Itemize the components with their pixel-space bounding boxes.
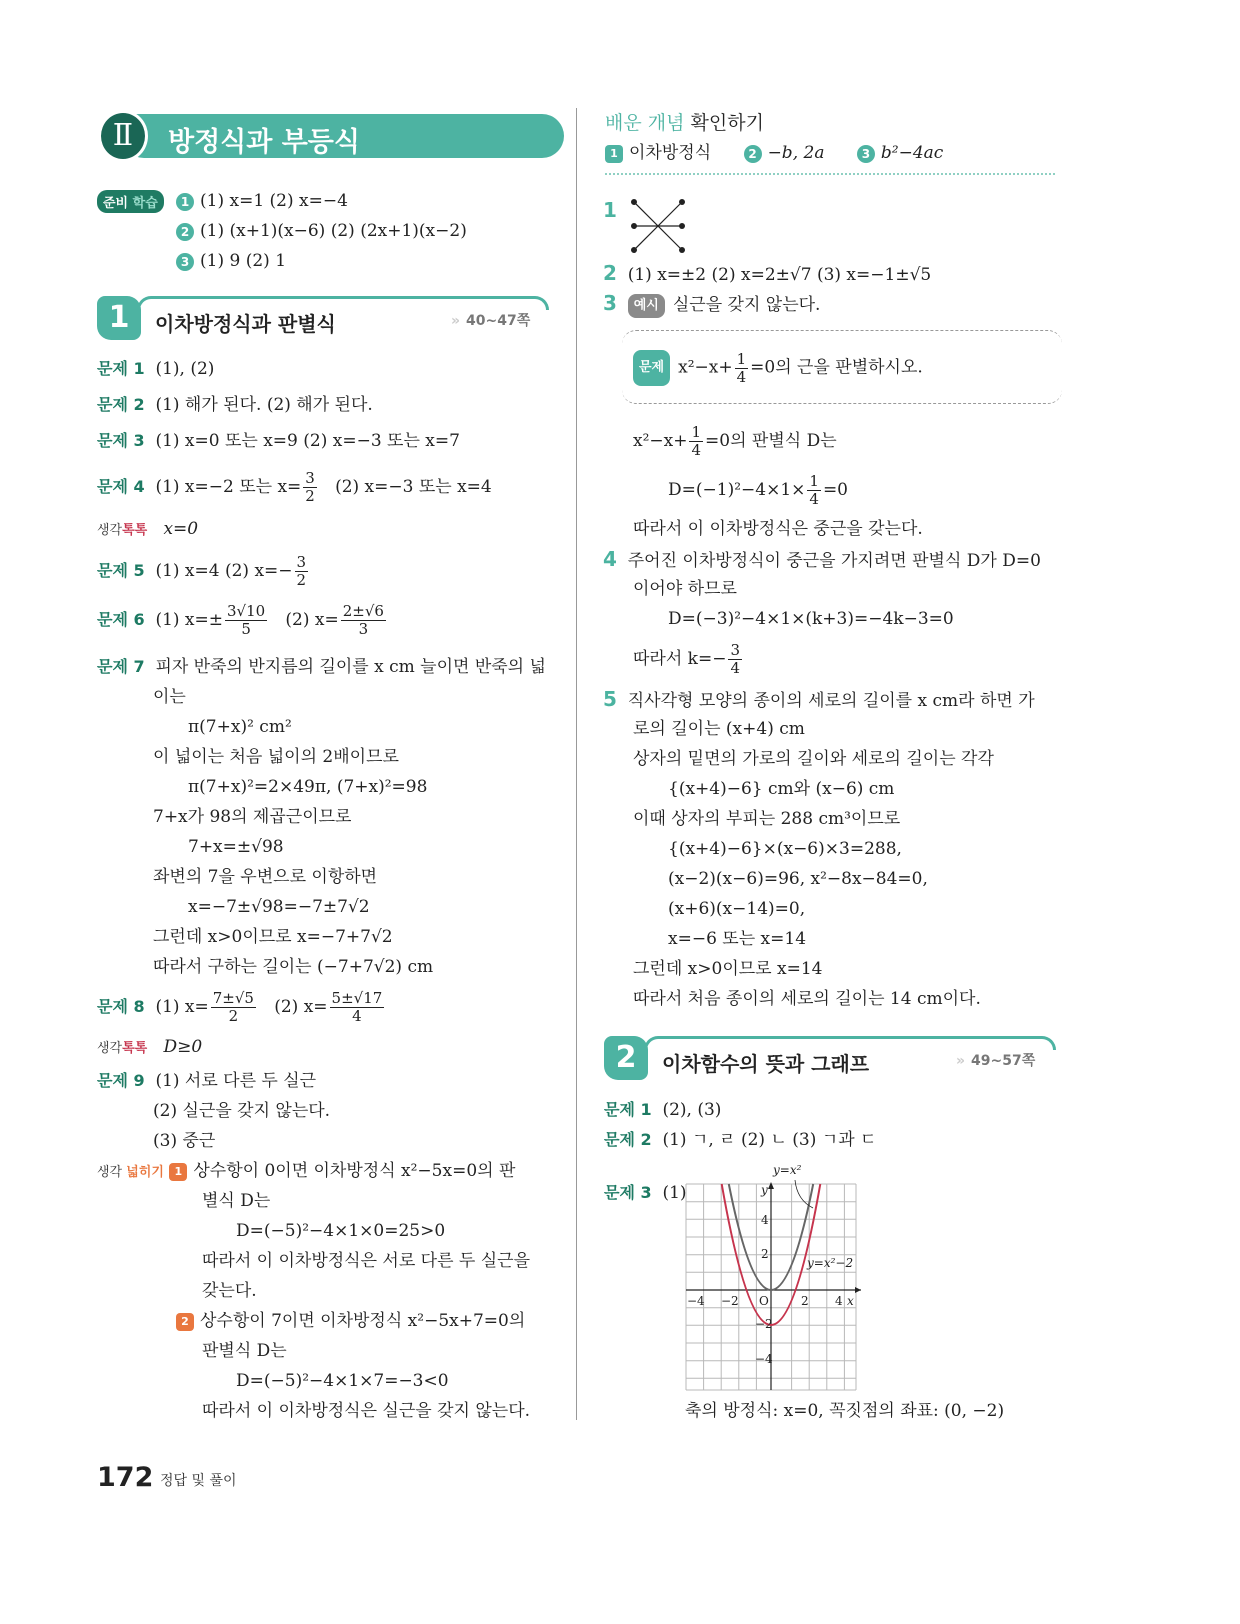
section-pages: » 40~47쪽	[451, 313, 531, 329]
problem-7-line: π(7+x)² cm²	[188, 717, 292, 737]
section-number: 2	[604, 1036, 648, 1080]
question-5-line: (x+6)(x−14)=0,	[668, 899, 806, 919]
s2-problem-3: 문제 3 (1)	[604, 1183, 687, 1203]
svg-text:y: y	[761, 1183, 768, 1197]
page-number: 172	[97, 1462, 154, 1493]
fraction: $\frac{7\pm√5}{2}$	[212, 989, 254, 1025]
think-tip-1: 생각톡톡 x=0	[97, 519, 199, 539]
prep-item-1: 1 (1) x=1 (2) x=−4	[176, 190, 348, 212]
problem-7-line: π(7+x)²=2×49π, (7+x)²=98	[188, 777, 428, 797]
question-5-line: 이때 상자의 부피는 288 cm³이므로	[633, 809, 901, 829]
page-label: 정답 및 풀이	[160, 1473, 237, 1489]
svg-text:−4: −4	[687, 1294, 705, 1308]
expand-line: 따라서 이 이차방정식은 서로 다른 두 실근을	[202, 1251, 531, 1271]
question-5-line: {(x+4)−6} cm와 (x−6) cm	[668, 779, 895, 799]
fraction: $\frac{3}{2}$	[296, 553, 307, 589]
chapter-title: 방정식과 부등식	[168, 127, 360, 158]
fraction: $\frac{3√10}{5}$	[227, 602, 266, 638]
problem-7-line: 7+x가 98의 제곱근이므로	[153, 807, 352, 827]
svg-text:−2: −2	[755, 1317, 773, 1331]
s2-problem-2: 문제 2 (1) ㄱ, ㄹ (2) ㄴ (3) ㄱ과 ㄷ	[604, 1130, 877, 1150]
problem-7-line: x=−7±√98=−7±7√2	[188, 897, 370, 917]
solution-line: 따라서 이 이차방정식은 중근을 갖는다.	[633, 519, 923, 539]
question-number: 1	[603, 198, 617, 222]
svg-text:4: 4	[835, 1294, 843, 1308]
problem-4: 문제 4 (1) x=−2 또는 x= $\frac{3}{2}$ (2) x=−3 또는 x=4	[97, 469, 492, 505]
svg-text:y=x²: y=x²	[773, 1163, 802, 1177]
problem-7-line: 이는	[153, 687, 186, 707]
expand-line: D=(−5)²−4×1×7=−3<0	[236, 1371, 449, 1391]
section-title: 이차방정식과 판별식	[155, 312, 336, 336]
expand-item-2: 2 상수항이 7이면 이차방정식 x²−5x+7=0의	[176, 1310, 525, 1332]
svg-text:4: 4	[761, 1213, 769, 1227]
question-5-line: x=−6 또는 x=14	[668, 929, 807, 949]
question-5-line: (x−2)(x−6)=96, x²−8x−84=0,	[668, 869, 928, 889]
fraction: $\frac{5\pm√17}{4}$	[331, 989, 383, 1025]
expand-line: D=(−5)²−4×1×0=25>0	[236, 1221, 446, 1241]
question-4-line: D=(−3)²−4×1×(k+3)=−4k−3=0	[668, 609, 954, 629]
svg-text:−4: −4	[755, 1352, 773, 1366]
section-title: 이차함수의 뜻과 그래프	[662, 1052, 870, 1076]
prep-item-3: 3 (1) 9 (2) 1	[176, 250, 286, 272]
fraction: $\frac{2\pm√6}{3}$	[342, 602, 384, 638]
problem-tag: 문제	[633, 350, 670, 386]
diamond-number-icon: 1	[169, 1163, 187, 1181]
question-5-line: 따라서 처음 종이의 세로의 길이는 14 cm이다.	[633, 989, 981, 1009]
svg-text:2: 2	[801, 1294, 809, 1308]
question-5-line: {(x+4)−6}×(x−6)×3=288,	[668, 839, 902, 859]
chapter-numeral: Ⅱ	[98, 110, 148, 162]
expand-line: 판별식 D는	[202, 1341, 287, 1361]
question-2: 2 (1) x=±2 (2) x=2±√7 (3) x=−1±√5	[603, 261, 932, 285]
section-number: 1	[97, 296, 141, 340]
expand-line: 갖는다.	[202, 1281, 257, 1301]
question-4: 4 주어진 이차방정식이 중근을 가지려면 판별식 D가 D=0	[603, 547, 1041, 571]
question-3: 3 예시 실근을 갖지 않는다.	[603, 292, 820, 318]
circle-number-icon: 2	[176, 223, 194, 241]
think-tip-2: 생각톡톡 D≥0	[97, 1037, 203, 1057]
section-header-1	[97, 296, 549, 344]
circle-number-icon: 2	[744, 145, 762, 163]
problem-7-line: 그런데 x>0이므로 x=−7+7√2	[153, 927, 393, 947]
problem-8: 문제 8 (1) x= $\frac{7\pm√5}{2}$ (2) x= $\frac{5\pm√17}{4}$	[97, 989, 383, 1025]
section-pages: » 49~57쪽	[956, 1053, 1036, 1069]
diamond-number-icon: 1	[605, 145, 623, 163]
problem-1: 문제 1 (1), (2)	[97, 359, 215, 379]
svg-text:−2: −2	[721, 1294, 739, 1308]
diamond-number-icon: 2	[176, 1313, 194, 1331]
review-items: 1 이차방정식 2 −b, 2a 3 b²−4ac	[605, 142, 943, 164]
column-divider	[576, 108, 577, 1420]
svg-text:x: x	[847, 1294, 854, 1308]
expand-thinking: 생각 넓히기 1 상수항이 0이면 이차방정식 x²−5x=0의 판	[97, 1161, 516, 1181]
question-5-line: 로의 길이는 (x+4) cm	[633, 719, 805, 739]
chapter-header	[98, 110, 564, 162]
problem-7: 문제 7 피자 반죽의 반지름의 길이를 x cm 늘이면 반죽의 넓	[97, 657, 546, 677]
prep-item-2: 2 (1) (x+1)(x−6) (2) (2x+1)(x−2)	[176, 220, 467, 242]
svg-text:O: O	[759, 1294, 769, 1308]
question-5-line: 그런데 x>0이므로 x=14	[633, 959, 823, 979]
question-4-line: 따라서 k=− $\frac{3}{4}$	[633, 641, 741, 677]
solution-line: x²−x+ $\frac{1}{4}$ =0의 판별식 D는	[633, 423, 837, 459]
review-title: 배운 개념 확인하기	[605, 112, 764, 134]
section-header-2	[604, 1036, 1056, 1084]
expand-line: 별식 D는	[202, 1191, 271, 1211]
problem-7-line: 좌변의 7을 우변으로 이항하면	[153, 867, 378, 887]
s2-problem-1: 문제 1 (2), (3)	[604, 1100, 722, 1120]
parabola-graph	[685, 1160, 885, 1392]
prep-label-hl: 학습	[132, 196, 158, 211]
prep-badge	[97, 190, 164, 213]
problem-6: 문제 6 (1) x=± $\frac{3√10}{5}$ (2) x= $\frac{2\pm√6}{3}$	[97, 602, 384, 638]
problem-9-line: (2) 실근을 갖지 않는다.	[153, 1101, 331, 1121]
problem-5: 문제 5 (1) x=4 (2) x=− $\frac{3}{2}$	[97, 553, 307, 589]
problem-7-line: 이 넓이는 처음 넓이의 2배이므로	[153, 747, 399, 767]
svg-text:2: 2	[761, 1247, 769, 1261]
svg-text:y=x²−2: y=x²−2	[807, 1256, 854, 1270]
question-5: 5 직사각형 모양의 종이의 세로의 길이를 x cm라 하면 가	[603, 687, 1035, 711]
question-5-line: 상자의 밑면의 가로의 길이와 세로의 길이는 각각	[633, 749, 994, 769]
problem-3: 문제 3 (1) x=0 또는 x=9 (2) x=−3 또는 x=7	[97, 431, 460, 451]
prep-label: 준비	[103, 196, 129, 211]
dotted-divider	[605, 173, 1055, 175]
circle-number-icon: 1	[176, 193, 194, 211]
question-4-line: 이어야 하므로	[633, 579, 737, 599]
problem-2: 문제 2 (1) 해가 된다. (2) 해가 된다.	[97, 395, 373, 415]
expand-line: 따라서 이 이차방정식은 실근을 갖지 않는다.	[202, 1401, 531, 1421]
matching-diagram	[628, 196, 688, 256]
fraction: $\frac{3}{2}$	[305, 469, 315, 505]
example-tag: 예시	[628, 294, 665, 318]
chevron-right-icon: »	[451, 313, 461, 329]
problem-box-text: 문제 x²−x+ $\frac{1}{4}$ =0의 근을 판별하시오.	[633, 350, 923, 386]
solution-line: D=(−1)²−4×1× $\frac{1}{4}$ =0	[668, 472, 848, 508]
problem-7-line: 따라서 구하는 길이는 (−7+7√2) cm	[153, 957, 434, 977]
problem-9-line: (3) 중근	[153, 1131, 216, 1151]
chevron-right-icon: »	[956, 1053, 966, 1069]
circle-number-icon: 3	[176, 253, 194, 271]
problem-9: 문제 9 (1) 서로 다른 두 실근	[97, 1071, 317, 1091]
graph-caption: 축의 방정식: x=0, 꼭짓점의 좌표: (0, −2)	[685, 1401, 1005, 1421]
circle-number-icon: 3	[857, 145, 875, 163]
problem-7-line: 7+x=±√98	[188, 837, 284, 857]
